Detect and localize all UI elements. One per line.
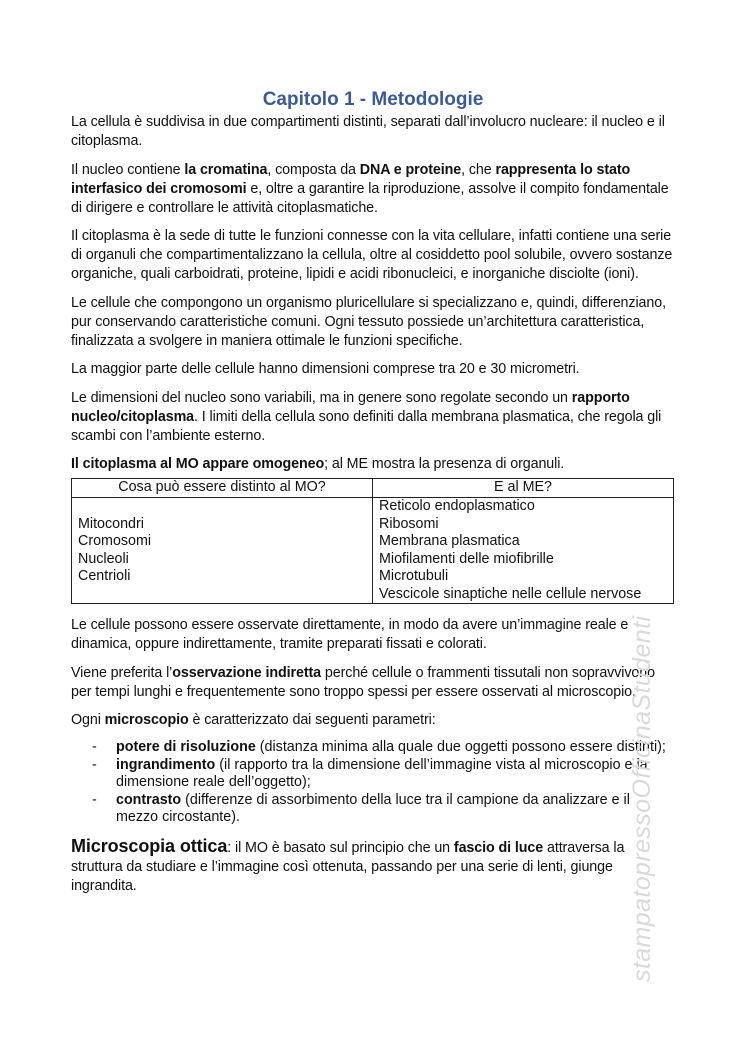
table-header-row: [72, 479, 674, 498]
table-header-me: E al ME?: [373, 479, 674, 498]
page-content: [71, 88, 675, 905]
bold-term: la cromatina: [184, 161, 268, 178]
paragraph-observation: Le cellule possono essere osservate direttamente, in modo da avere un’immagine reale e dinamica, oppure indirettamente, tramite preparati fissati e colorati.: [71, 617, 629, 652]
dash-bullet-icon: -: [92, 756, 97, 773]
text: , composta da: [267, 161, 360, 178]
list-item: Nucleoli: [78, 550, 129, 567]
list-item-resolution: [71, 739, 675, 757]
parameters-list: [71, 739, 675, 827]
bold-term: DNA e proteine: [359, 161, 462, 178]
text: Ogni: [71, 712, 105, 728]
list-item: Centrioli: [78, 568, 131, 584]
paragraph-cell-compartments: La cellula è suddivisa in due compartimenti distinti, separati dall’involucro nucleare: il nucleo e il citoplasma.: [71, 114, 665, 149]
list-item: Membrana plasmatica: [379, 533, 520, 549]
list-item: Mitocondri: [78, 515, 144, 532]
text: attraversa la struttura da studiare e l’immagine così ottenuta, passando per una serie di lenti, giunge ingrandita.: [71, 839, 625, 894]
list-item: Ribosomi: [379, 515, 439, 532]
bold-term: contrasto: [116, 791, 182, 808]
text: Le dimensioni del nucleo sono variabili, ma in genere sono regolate secondo un: [71, 389, 572, 406]
text: (distanza minima alla quale due oggetti possono essere distinti);: [255, 739, 666, 755]
bold-term: potere di risoluzione: [116, 739, 256, 755]
list-item-magnification: [71, 757, 675, 792]
table-row: [72, 498, 674, 604]
text: Viene preferita l’: [71, 664, 173, 681]
paragraph-cytoplasm: Il citoplasma è la sede di tutte le funzioni connesse con la vita cellulare, infatti contiene una serie di organuli che compartimentalizzano la cellula, oltre al cosiddetto pool solubile, ovvero sostanze organiche, quali carboidrati, proteine, lipidi e acidi ribonucleici, e inorganiche disciolte (ioni).: [71, 228, 673, 282]
text: (differenze di assorbimento della luce tra il campione da analizzare e il mezzo circostante).: [116, 791, 630, 825]
mo-me-comparison-table: [71, 478, 674, 604]
paragraph-cell-size: La maggior parte delle cellule hanno dimensioni comprese tra 20 e 30 micrometri.: [71, 361, 580, 377]
bold-term: microscopio: [104, 712, 189, 728]
bold-term: ingrandimento: [116, 756, 216, 773]
list-item: Cromosomi: [78, 533, 152, 549]
chapter-title: Capitolo 1 - Metodologie: [262, 89, 484, 110]
text: Il nucleo contiene: [71, 161, 185, 178]
bold-term: rapporto nucleo/citoplasma: [71, 389, 630, 425]
paragraph-nucleus-size: [71, 389, 675, 446]
text: , che: [461, 161, 496, 178]
paragraph-mo-me: [71, 455, 675, 474]
text: perché cellule o frammenti tissutali non sopravvivono per tempi lunghi e frequentemente sono troppo spessi per essere osservati al microscopio.: [71, 664, 655, 700]
text: ; al ME mostra la presenza di organuli.: [324, 456, 565, 472]
list-item: Microtubuli: [379, 568, 449, 584]
bold-term: Il citoplasma al MO appare omogeneo: [71, 456, 325, 472]
text: : il MO è basato sul principio che un: [227, 839, 454, 856]
text: e, oltre a garantire la riproduzione, assolve il compito fondamentale di dirigere e controllare le attività citoplasmatiche.: [71, 180, 669, 216]
section-heading: Microscopia ottica: [71, 835, 228, 856]
paragraph-differentiation: Le cellule che compongono un organismo pluricellulare si specializzano e, quindi, differenziano, pur conservando caratteristiche comuni. Ogni tessuto possiede un’architettura caratteristica, finalizzata a svolgere in maniera ottimale le funzioni specifiche.: [71, 294, 666, 349]
bold-term: osservazione indiretta: [172, 664, 322, 681]
list-item: Miofilamenti delle miofibrille: [379, 550, 554, 567]
paragraph-microscope-params: [71, 711, 675, 730]
text: . I limiti della cellula sono definiti dalla membrana plasmatica, che regola gli scambi con l’ambiente esterno.: [71, 408, 662, 444]
bold-term: fascio di luce: [453, 839, 544, 856]
watermark: stampatopressoOfficinaStudenti: [628, 615, 656, 982]
list-item-contrast: [71, 792, 675, 827]
table-cell-mo: [72, 498, 373, 604]
paragraph-optical-microscopy: [71, 837, 675, 896]
list-item: Vescicole sinaptiche nelle cellule nervose: [379, 585, 642, 602]
table-cell-me: [373, 498, 674, 604]
table-header-mo: Cosa può essere distinto al MO?: [72, 479, 373, 498]
paragraph-nucleus: [71, 161, 675, 218]
text: è caratterizzato dai seguenti parametri:: [188, 712, 436, 728]
text: (il rapporto tra la dimensione dell’immagine vista al microscopio e la dimensione reale dell’oggetto);: [116, 756, 648, 790]
dash-bullet-icon: -: [92, 739, 97, 755]
dash-bullet-icon: -: [92, 791, 97, 808]
paragraph-indirect-observation: [71, 664, 675, 702]
list-item: Reticolo endoplasmatico: [379, 498, 535, 514]
bold-term: rappresenta lo stato interfasico dei cromosomi: [71, 161, 631, 197]
